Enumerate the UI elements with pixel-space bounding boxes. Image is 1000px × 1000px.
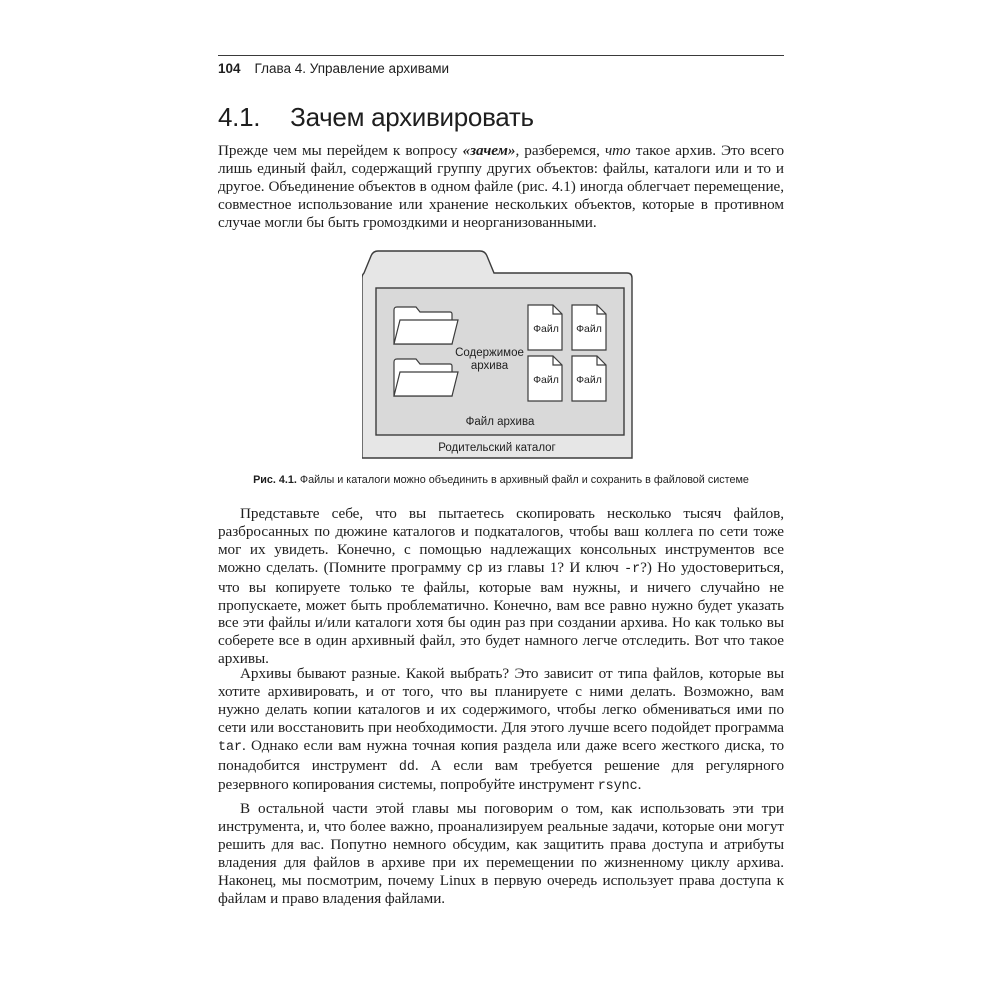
code-cp: cp <box>466 561 483 577</box>
text-run: Архивы бывают разные. Какой выбрать? Это зависит от типа файлов, которые вы хотите архивировать, и от того, что вы планируете с ними делать. Возможно, вам нужно делать копии каталогов и их содержимого, чтобы легко обмениваться ими по сети или восстановить при необходимости. Для этого лучше всего подойдет программа <box>218 665 784 736</box>
text-run: такое архив. Это всего лишь единый файл, содержащий группу других объектов: файлы, каталоги или и то и другое. Объединение объектов в одном файле (рис. 4.1) иногда облегчает перемещение, совместное использование или хранение нескольких объектов, которые в противном случае могли бы быть громоздкими и неорганизованными. <box>218 142 784 231</box>
text-run: ?) Но удостовериться, что вы копируете только те файлы, которые вам нужны, и ничего случайно не пропускаете, может быть проблематично. Конечно, вам все равно нужно будет указать все эти файлы и/или каталоги хотя бы один раз при создании архива. Но как только вы соберете все в один архивный файл, это будет намного легче отследить. Вот что такое архивы. <box>218 558 784 668</box>
text-run: . А если вам требуется решение для регулярного резервного копирования системы, попробуйте инструмент <box>218 756 785 794</box>
contents-label-line-1: Содержимое <box>455 347 524 359</box>
paragraph-1 <box>218 142 784 232</box>
file-label: Файл <box>533 323 559 335</box>
folder-icon <box>394 307 458 344</box>
text-run: . <box>637 776 642 794</box>
caption-text: Файлы и каталоги можно объединить в архивный файл и сохранить в файловой системе <box>299 474 749 486</box>
header-rule <box>218 55 784 56</box>
text-run: , разберемся, <box>515 142 605 159</box>
code-dd: dd <box>398 759 415 775</box>
emphasis-chto: что <box>604 142 631 159</box>
text-run: из главы 1? И ключ <box>482 558 625 576</box>
file-label: Файл <box>576 374 602 386</box>
caption-number: Рис. 4.1. <box>253 474 297 486</box>
text-run: Представьте себе, что вы пытаетесь скопировать несколько тысяч файлов, разбросанных по дюжине каталогов и подкаталогов, чтобы ваш коллега по сети тоже мог их увидеть. Конечно, с помощью надлежащих консольных инструментов все можно сделать. (Помните программу <box>218 505 784 576</box>
paragraph-4 <box>218 800 784 907</box>
archive-file-label: Файл архива <box>465 416 535 428</box>
running-head <box>218 60 449 78</box>
parent-directory-label: Родительский каталог <box>438 442 556 454</box>
emphasis-zachem: «зачем» <box>462 142 516 159</box>
file-label: Файл <box>576 323 602 335</box>
section-number: 4.1. <box>218 102 261 132</box>
text-run: Прежде чем мы перейдем к вопросу <box>218 142 463 159</box>
chapter-title: Глава 4. Управление архивами <box>254 61 450 76</box>
contents-label <box>447 347 532 373</box>
code-tar: tar <box>218 739 242 755</box>
section-title: Зачем архивировать <box>290 102 534 132</box>
contents-label-line-2: архива <box>470 360 509 372</box>
section-heading <box>218 100 534 134</box>
page-number: 104 <box>218 61 241 76</box>
code-rsync: rsync <box>597 779 638 795</box>
code-r-flag: -r <box>624 561 641 577</box>
paragraph-2 <box>218 505 784 668</box>
file-label: Файл <box>533 374 559 386</box>
text-run: В остальной части этой главы мы поговорим о том, как использовать эти три инструмента, и, что более важно, проанализируем реальные задачи, которые они могут решить для вас. Попутно немного обсудим, как защитить права доступа и атрибуты владения для файлов в архиве при их перемещении по жизненному циклу архива. Наконец, мы посмотрим, почему Linux в первую очередь использует права доступа к файлам и право владения файлами. <box>218 800 784 907</box>
text-run: . Однако если вам нужна точная копия раздела или даже всего жесткого диска, то понадобится инструмент <box>218 736 784 774</box>
paragraph-3 <box>218 665 784 796</box>
figure-4-1 <box>362 248 642 463</box>
figure-caption <box>218 473 784 487</box>
